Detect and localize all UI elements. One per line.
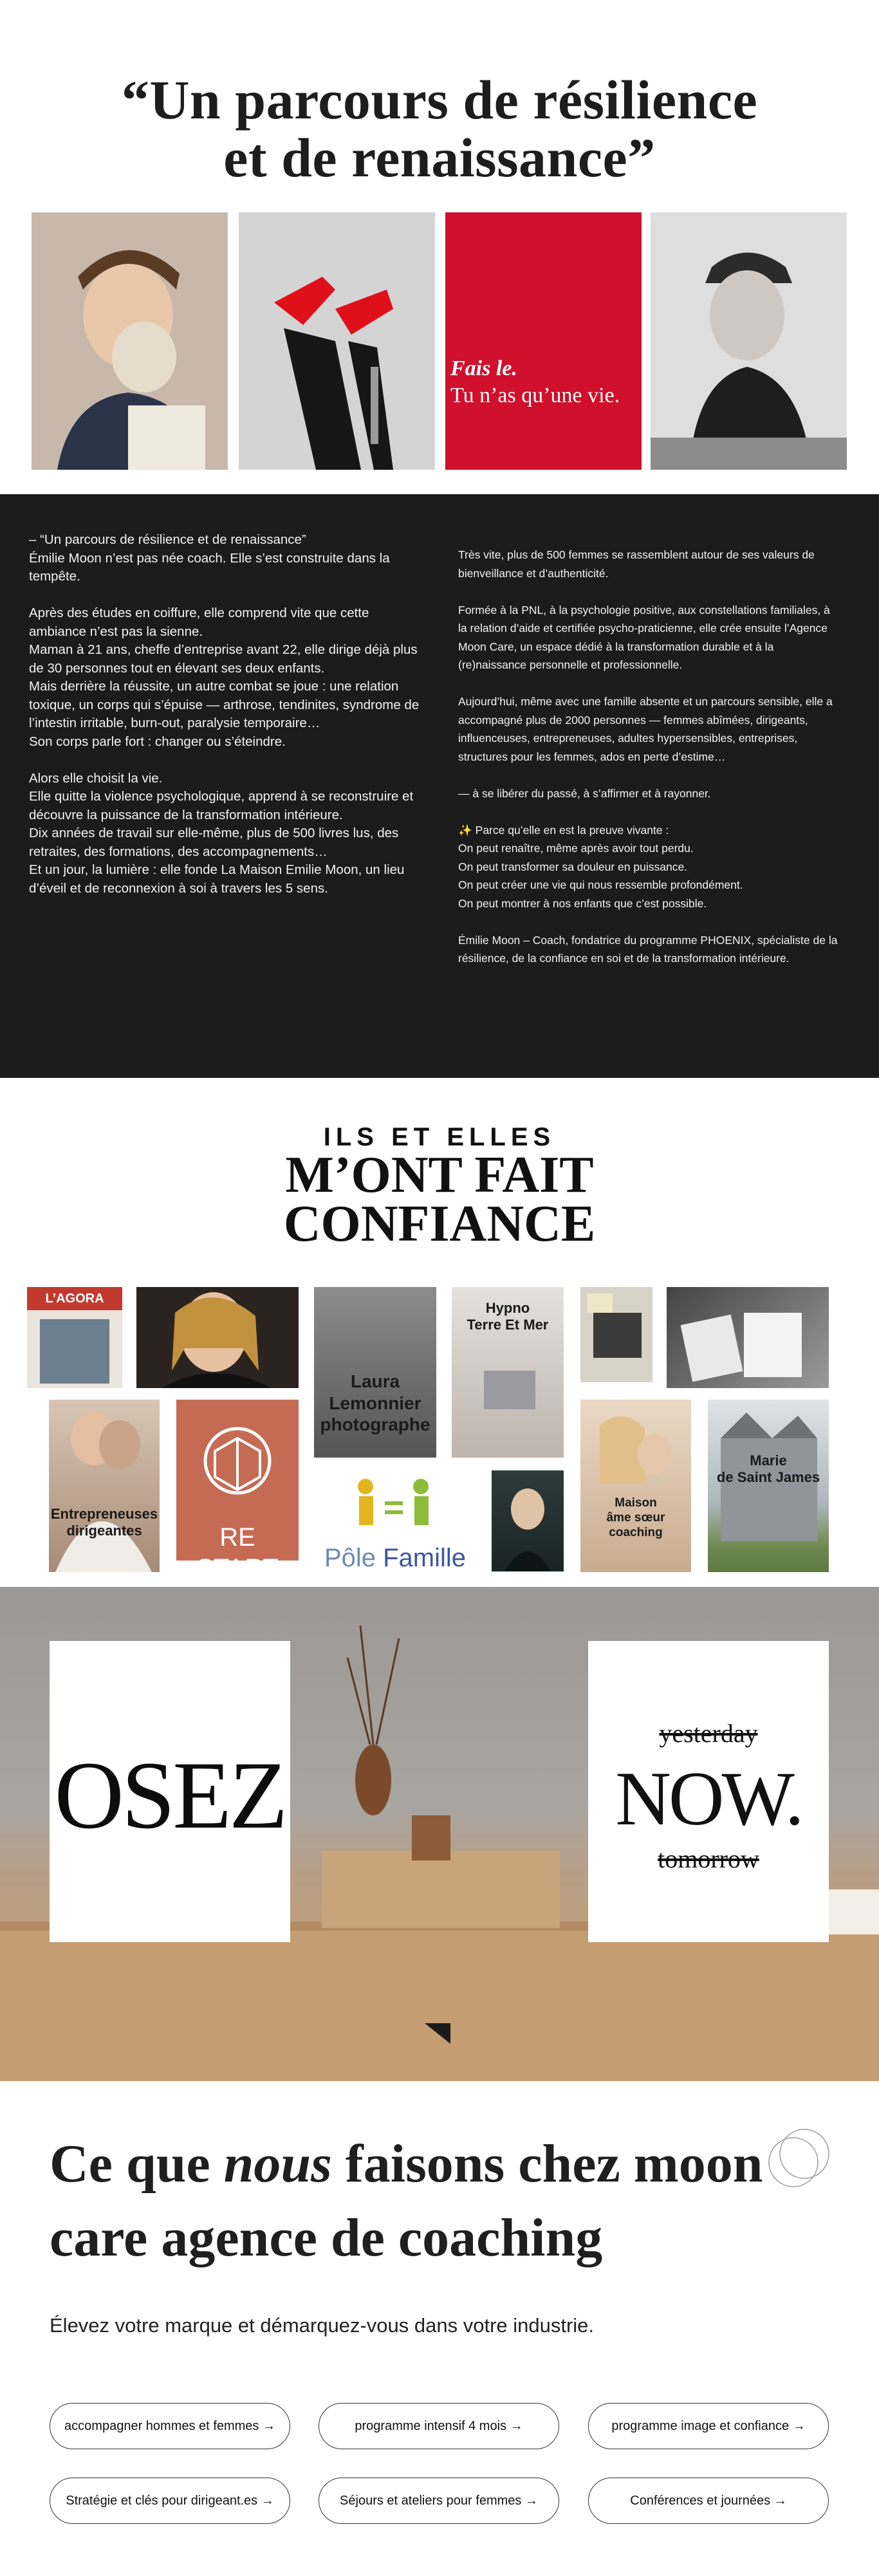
logo-notebook bbox=[580, 1287, 652, 1382]
osez-card bbox=[50, 1641, 290, 1942]
logo-books bbox=[667, 1287, 829, 1388]
logo-woman-dark bbox=[492, 1470, 564, 1571]
logo-restart bbox=[176, 1400, 299, 1582]
services-title-a: Ce que bbox=[50, 2134, 224, 2194]
circles-ornament-icon bbox=[769, 2127, 833, 2191]
photo-red-heels bbox=[239, 212, 435, 470]
logo-agora-label: L’AGORA bbox=[45, 1292, 104, 1306]
now-word: NOW. bbox=[615, 1756, 802, 1841]
services-title-line-2: care agence de coaching bbox=[50, 2208, 603, 2268]
logo-hypno-terre-et-mer bbox=[452, 1287, 564, 1458]
motto-line-1: Fais le. bbox=[450, 357, 517, 380]
motto-line-2: Tu n’as qu’une vie. bbox=[450, 384, 620, 407]
logo-pole-famille bbox=[314, 1470, 476, 1573]
logo-maison-ame-soeur bbox=[580, 1400, 691, 1572]
logo-maison-label: Maison âme sœur coaching bbox=[606, 1496, 665, 1539]
logo-pole-famille-label: Pôle Famille bbox=[324, 1544, 467, 1572]
services-title-b: faisons chez moon bbox=[331, 2134, 763, 2194]
story-right-text: Très vite, plus de 500 femmes se rassemblent autour de ses valeurs de bienveillance et d’authenticité. Formée à la PNL, à la psychologie positive, aux constellations familiales, à la relation d’aide et certifiée psycho-praticienne, elle crée ensuite l’Agence Moon Care, un espace dédié à la transformation durable et à la (re)naissance personnelle et professionnelle. Aujourd’hui, même avec une famille absente et un parcours sensible, elle a accompagné plus de 2000 personnes — femmes abîmées, dirigeants, influenceuses, entrepreneuses, adultes hypersensibles, entreprises, structures pour les femmes, ados en perte d’estime… — à se libérer du passé, à s’affirmer et à rayonner. ✨ Parce qu’elle en est la preuve vivante : On peut renaître, même après avoir tout perdu. On peut transformer sa douleur en puissance. On peut créer une vie qui nous ressemble profondément. On peut montrer à nos enfants que c’est possible. Émilie Moon – Coach, fondatrice du programme PHOENIX, spécialiste de la résilience, de la confiance en soi et de la transformation intérieure. bbox=[458, 548, 838, 965]
pill-strategie-dirigeants[interactable]: Stratégie et clés pour dirigeant.es → bbox=[50, 2478, 290, 2524]
trust-kicker: ILS ET ELLES bbox=[323, 1123, 556, 1151]
pill-accompagner[interactable]: accompagner hommes et femmes → bbox=[50, 2403, 290, 2449]
logo-laura-lemonnier bbox=[314, 1287, 436, 1458]
tomorrow-word: tomorrow bbox=[658, 1844, 759, 1873]
logo-agora bbox=[27, 1287, 122, 1388]
yesterday-word: yesterday bbox=[659, 1719, 758, 1748]
pill-sejours-ateliers[interactable]: Séjours et ateliers pour femmes → bbox=[319, 2478, 559, 2524]
logo-restart-label: RE START bbox=[196, 1523, 279, 1582]
photo-motto bbox=[445, 212, 642, 470]
pill-programme-intensif[interactable]: programme intensif 4 mois → bbox=[319, 2403, 559, 2449]
logo-marie-label: Marie de Saint James bbox=[716, 1452, 820, 1486]
hero-title-line-2: et de renaissance” bbox=[223, 127, 656, 189]
osez-word: OSEZ bbox=[54, 1742, 286, 1849]
photo-portrait-cap bbox=[651, 212, 847, 470]
logo-hypno-label: Hypno Terre Et Mer bbox=[467, 1300, 549, 1333]
now-card bbox=[588, 1641, 829, 1942]
hero-title bbox=[0, 71, 879, 187]
logo-laura-label: Laura Lemonnier photographe bbox=[320, 1371, 430, 1435]
services-subtitle: Élevez votre marque et démarquez-vous dans votre industrie. bbox=[50, 2314, 595, 2337]
logo-entrepreneuses-label: Entrepreneuses dirigeantes bbox=[50, 1506, 158, 1539]
photo-child bbox=[32, 212, 228, 470]
services-title-em: nous bbox=[223, 2134, 332, 2194]
pill-conferences[interactable]: Conférences et journées → bbox=[588, 2478, 829, 2524]
trust-title bbox=[0, 1147, 879, 1252]
trust-title-line-2: CONFIANCE bbox=[283, 1196, 596, 1252]
trust-title-line-1: M’ONT FAIT bbox=[285, 1147, 594, 1203]
hero-title-line-1: “Un parcours de résilience bbox=[121, 69, 758, 131]
logo-woman-smiling bbox=[136, 1287, 299, 1388]
logo-entrepreneuses-dirigeantes bbox=[49, 1400, 160, 1572]
services-title bbox=[50, 2127, 809, 2275]
story-left-text: – “Un parcours de résilience et de renaissance” Émilie Moon n’est pas née coach. Elle s’est construite dans la tempête. Après des études en coiffure, elle comprend vite que cette ambiance n’est pas la sienne. Maman à 21 ans, cheffe d’entreprise avant 22, elle dirige déjà plus de 30 personnes tout en élevant ses deux enfants. Mais derrière la réussite, un autre combat se joue : une relation toxique, un corps qui s’épuise — arthrose, tendinites, syndrome de l’intestin irritable, burn-out, paralysie temporaire… Son corps parle fort : changer ou s’éteindre. Alors elle choisit la vie. Elle quitte la violence psychologique, apprend à se reconstruire et découvre la puissance de la transformation intérieure. Dix années de travail sur elle-même, plus de 500 livres lus, des retraites, des formations, des accompagnements… Et un jour, la lumière : elle fonde La Maison Emilie Moon, un lieu d’éveil et de reconnexion à soi à travers les 5 sens. bbox=[29, 532, 420, 896]
logo-marie-de-saint-james bbox=[708, 1400, 829, 1572]
pill-programme-image[interactable]: programme image et confiance → bbox=[588, 2403, 829, 2449]
